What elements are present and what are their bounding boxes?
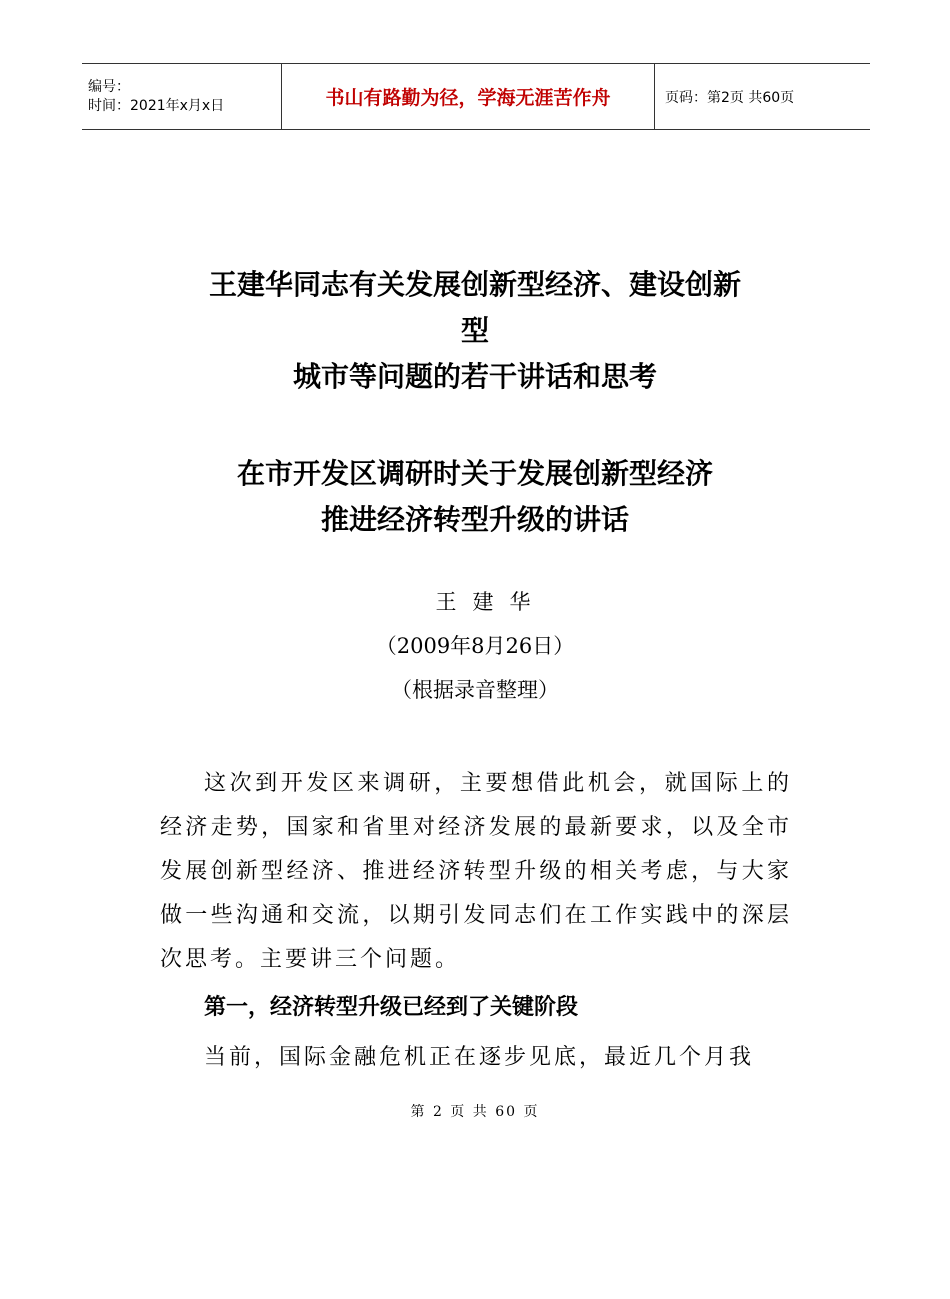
author-name: 王建华 bbox=[435, 590, 547, 614]
transcription-note: （根据录音整理） bbox=[391, 678, 559, 702]
page-footer: 第 2 页 共 60 页 bbox=[410, 1104, 540, 1120]
main-title-line1: 王建华同志有关发展创新型经济、建设创新 bbox=[208, 268, 741, 301]
document-header bbox=[82, 63, 870, 130]
section-heading-1: 第一，经济转型升级已经到了关键阶段 bbox=[204, 995, 579, 1020]
sub-title-line2: 推进经济转型升级的讲话 bbox=[320, 503, 629, 536]
main-title-line2: 型 bbox=[460, 314, 489, 347]
page-info-text: 页码：第2页 共60页 bbox=[665, 89, 795, 106]
motto-text: 书山有路勤为径，学海无涯苦作舟 bbox=[325, 87, 611, 109]
paragraph-current: 当前，国际金融危机正在逐步见底，最近几个月我 bbox=[204, 1045, 755, 1070]
main-title-line3: 城市等问题的若干讲话和思考 bbox=[292, 360, 657, 393]
main-title bbox=[80, 262, 870, 400]
sub-title bbox=[80, 451, 870, 543]
header-meta bbox=[82, 64, 282, 129]
header-motto bbox=[282, 64, 655, 129]
header-page-info bbox=[655, 64, 870, 129]
sub-title-line1: 在市开发区调研时关于发展创新型经济 bbox=[236, 457, 713, 490]
speech-date: （2009年8月26日） bbox=[375, 634, 575, 658]
serial-label: 编号： bbox=[88, 78, 130, 95]
time-label: 时间：2021年x月x日 bbox=[88, 97, 225, 114]
paragraph-intro: 这次到开发区来调研，主要想借此机会，就国际上的经济走势，国家和省里对经济发展的最新要求，以及全市发展创新型经济、推进经济转型升级的相关考虑，与大家做一些沟通和交流，以期引发同志们在工作实践中的深层次思考。主要讲三个问题。 bbox=[160, 771, 792, 972]
